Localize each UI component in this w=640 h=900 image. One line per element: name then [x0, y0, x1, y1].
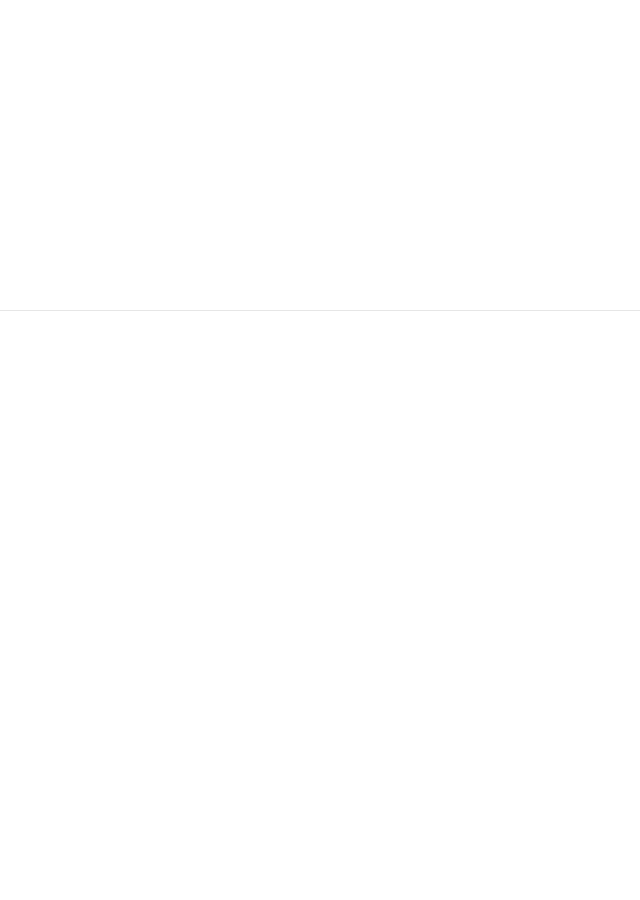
section-divider: [0, 310, 640, 311]
